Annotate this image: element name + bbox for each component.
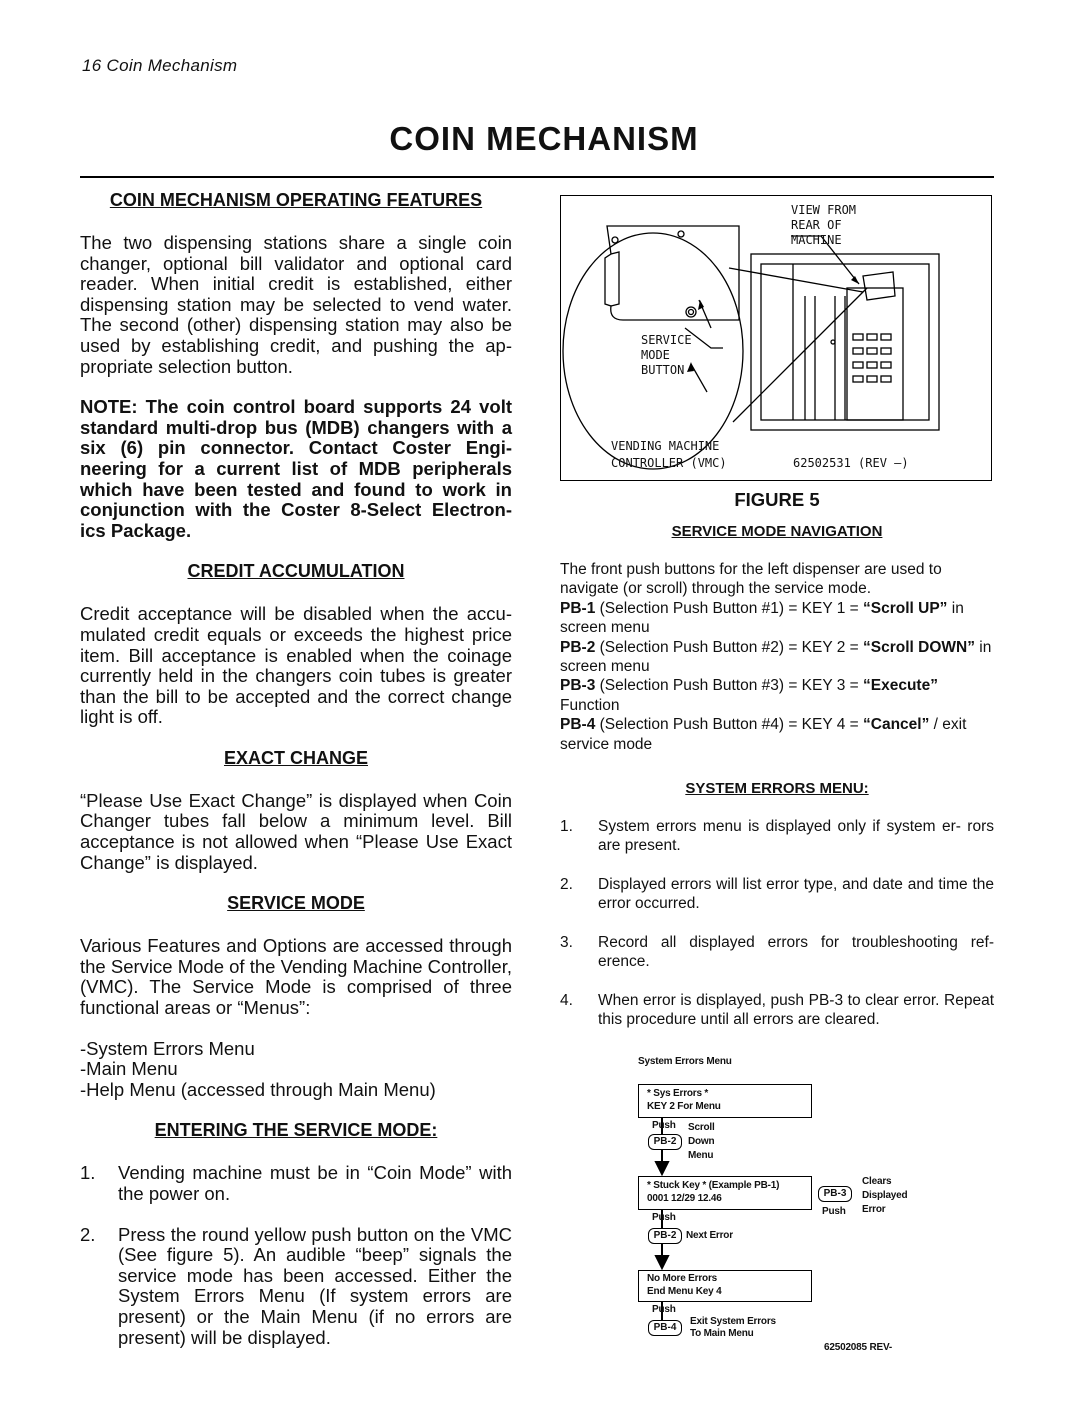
list-text: Displayed errors will list error type, and date and time the error occurred. <box>598 875 994 913</box>
screen-line: KEY 2 For Menu <box>647 1101 721 1112</box>
view-label-3: MACHINE <box>791 233 842 247</box>
key-name: PB-4 <box>560 716 596 734</box>
list-text: Record all displayed errors for troubleshooting ref- erence. <box>598 933 994 971</box>
key-desc: (Selection Push Button #3) = KEY 3 = <box>595 677 864 695</box>
list-number: 2. <box>560 875 573 893</box>
scroll-label: Scroll <box>688 1122 715 1133</box>
paragraph-exact-change: “Please Use Exact Change” is displayed when Coin Changer tubes fall below a minimum level. Bill acceptance is not allowed when “Please Use Exact Change” is displayed. <box>80 789 512 873</box>
vmc-board-in-machine <box>863 272 895 300</box>
key-action: “Scroll UP” <box>863 599 948 617</box>
push-label: Push <box>652 1212 676 1223</box>
right-column <box>560 195 994 1029</box>
menu-item: -Help Menu (accessed through Main Menu) <box>80 1078 436 1100</box>
vmc-illustration <box>561 196 991 480</box>
figure-5-diagram <box>560 195 992 481</box>
flowchart-title: System Errors Menu <box>638 1056 732 1067</box>
key-tail: / exit service mode <box>560 716 967 753</box>
menu-item: -System Errors Menu <box>80 1037 255 1059</box>
heading-system-errors-menu: SYSTEM ERRORS MENU: <box>685 780 869 798</box>
list-text: Vending machine must be in “Coin Mode” with the power on. <box>118 1162 512 1204</box>
key-desc: (Selection Push Button #2) = KEY 2 = <box>595 638 864 656</box>
title-rule <box>80 176 994 178</box>
key-action: “Scroll DOWN” <box>863 638 975 656</box>
screen-stuck-key <box>638 1176 812 1210</box>
list-number: 3. <box>560 933 573 951</box>
flowchart-part-number: 62502085 REV- <box>824 1342 893 1353</box>
list-text: System errors menu is displayed only if system er- rors are present. <box>598 818 994 855</box>
menu-item: -Main Menu <box>80 1058 178 1080</box>
key-tail: in screen menu <box>560 638 992 676</box>
key-line-pb3 <box>560 676 994 715</box>
key-line-pb4 <box>560 715 994 754</box>
push-label: Push <box>652 1304 676 1315</box>
list-item <box>560 875 994 914</box>
menu-list <box>80 1039 512 1101</box>
controller-board-outline <box>605 226 739 320</box>
push-label: Push <box>652 1120 676 1131</box>
push-label: Push <box>822 1206 846 1217</box>
screen-no-more-errors <box>638 1270 812 1302</box>
screen-line: * Stuck Key * (Example PB-1) <box>647 1180 780 1191</box>
key-desc: (Selection Push Button #4) = KEY 4 = <box>595 716 864 734</box>
pb3-button-icon: PB-3 <box>818 1186 852 1202</box>
heading-service-mode: SERVICE MODE <box>227 893 365 914</box>
list-item <box>560 991 994 1030</box>
note-mdb: NOTE: The coin control board supports 24 volt standard multi-drop bus (MDB) changers with a six (6) pin connector. Contact Coster Engi- neering for a current list of MDB peripherals which have been tested and found to work in conjunction with the Coster 8-Select Electron- ics Package. <box>80 396 512 541</box>
view-label-2: REAR OF <box>791 218 842 232</box>
heading-exact-change: EXACT CHANGE <box>223 747 368 768</box>
heading-entering-service-mode: ENTERING THE SERVICE MODE: <box>154 1120 438 1141</box>
list-item <box>560 817 994 856</box>
service-label-1: SERVICE <box>641 333 692 347</box>
list-text: Press the round yellow push button on the VMC (See figure 5). An audible “beep” signals the service mode has been accessed. Either the System Errors Menu (If system errors are present) or the Main Menu (if no errors are present) will be displayed. <box>118 1223 512 1348</box>
list-item <box>560 933 994 972</box>
vmc-label-1: VENDING MACHINE <box>611 439 720 453</box>
list-number: 1. <box>80 1162 96 1184</box>
key-tail: in screen menu <box>560 599 964 637</box>
exit-label: To Main Menu <box>690 1328 754 1339</box>
pb4-button-icon: PB-4 <box>648 1320 682 1336</box>
heading-service-mode-navigation: SERVICE MODE NAVIGATION <box>671 523 883 540</box>
list-item <box>80 1163 512 1204</box>
key-name: PB-3 <box>560 677 596 695</box>
exit-label: Exit System Errors <box>690 1316 776 1327</box>
key-tail: Function <box>560 696 620 714</box>
view-label-1: VIEW FROM <box>791 203 857 217</box>
screen-line: No More Errors <box>647 1273 717 1284</box>
list-number: 4. <box>560 991 573 1009</box>
vmc-label-2: CONTROLLER (VMC) <box>611 456 727 470</box>
heading-operating-features: COIN MECHANISM OPERATING FEATURES <box>109 190 483 210</box>
list-text: When error is displayed, push PB-3 to clear error. Repeat this procedure until all errors are cleared. <box>598 991 994 1028</box>
key-line-pb2 <box>560 638 994 677</box>
clears-label: Clears <box>862 1176 892 1187</box>
key-name: PB-1 <box>560 599 596 617</box>
key-desc: (Selection Push Button #1) = KEY 1 = <box>595 599 864 617</box>
scroll-label: Down <box>688 1136 715 1147</box>
running-head: 16 Coin Mechanism <box>82 56 238 75</box>
key-line-pb1 <box>560 599 994 638</box>
next-error-label: Next Error <box>686 1230 733 1241</box>
paragraph-operating-features: The two dispensing stations share a single coin changer, optional bill validator and optional card reader. When initial credit is established, either dispensing station may be selected to vend water. The second (other) dispensing station may also be used by establishing credit, and pushing the ap- propriate selection button. <box>80 232 512 377</box>
screen-line: End Menu Key 4 <box>647 1286 722 1297</box>
left-column <box>80 186 512 1348</box>
system-errors-flowchart <box>620 1052 920 1362</box>
list-item <box>80 1225 512 1349</box>
service-label-2: MODE <box>641 348 670 362</box>
figure-part-number: 62502531 (REV –) <box>793 456 909 470</box>
key-action: “Execute” <box>863 677 938 695</box>
service-label-3: BUTTON <box>641 363 685 377</box>
page-title: COIN MECHANISM <box>389 120 699 157</box>
clears-label: Error <box>862 1204 886 1215</box>
heading-credit-accumulation: CREDIT ACCUMULATION <box>187 561 405 582</box>
scroll-label: Menu <box>688 1150 714 1161</box>
screen-line: 0001 12/29 12.46 <box>647 1193 722 1204</box>
pb2-button-icon: PB-2 <box>648 1134 682 1150</box>
yellow-push-button-icon <box>686 307 696 317</box>
clears-label: Displayed <box>862 1190 908 1201</box>
paragraph-credit-accumulation: Credit acceptance will be disabled when the accu- mulated credit equals or exceeds the highest price item. Bill acceptance is enabled when the coinage currently held in the changers coin tubes is greater than the bill to be accepted and the correct change light is off. <box>80 603 512 728</box>
figure-caption: FIGURE 5 <box>734 489 820 510</box>
key-name: PB-2 <box>560 638 596 656</box>
screen-line: * Sys Errors * <box>647 1088 709 1099</box>
list-number: 1. <box>560 818 573 836</box>
list-number: 2. <box>80 1223 96 1245</box>
paragraph-service-mode: Various Features and Options are accessed through the Service Mode of the Vending Machine Controller, (VMC). The Service Mode is comprised of three functional areas or “Menus”: <box>80 935 512 1019</box>
key-action: “Cancel” <box>863 716 930 734</box>
screen-sys-errors <box>638 1084 812 1118</box>
navigation-intro: The front push buttons for the left dispenser are used to navigate (or scroll) through the service mode. <box>560 561 942 598</box>
pb2-button-icon: PB-2 <box>648 1228 682 1244</box>
